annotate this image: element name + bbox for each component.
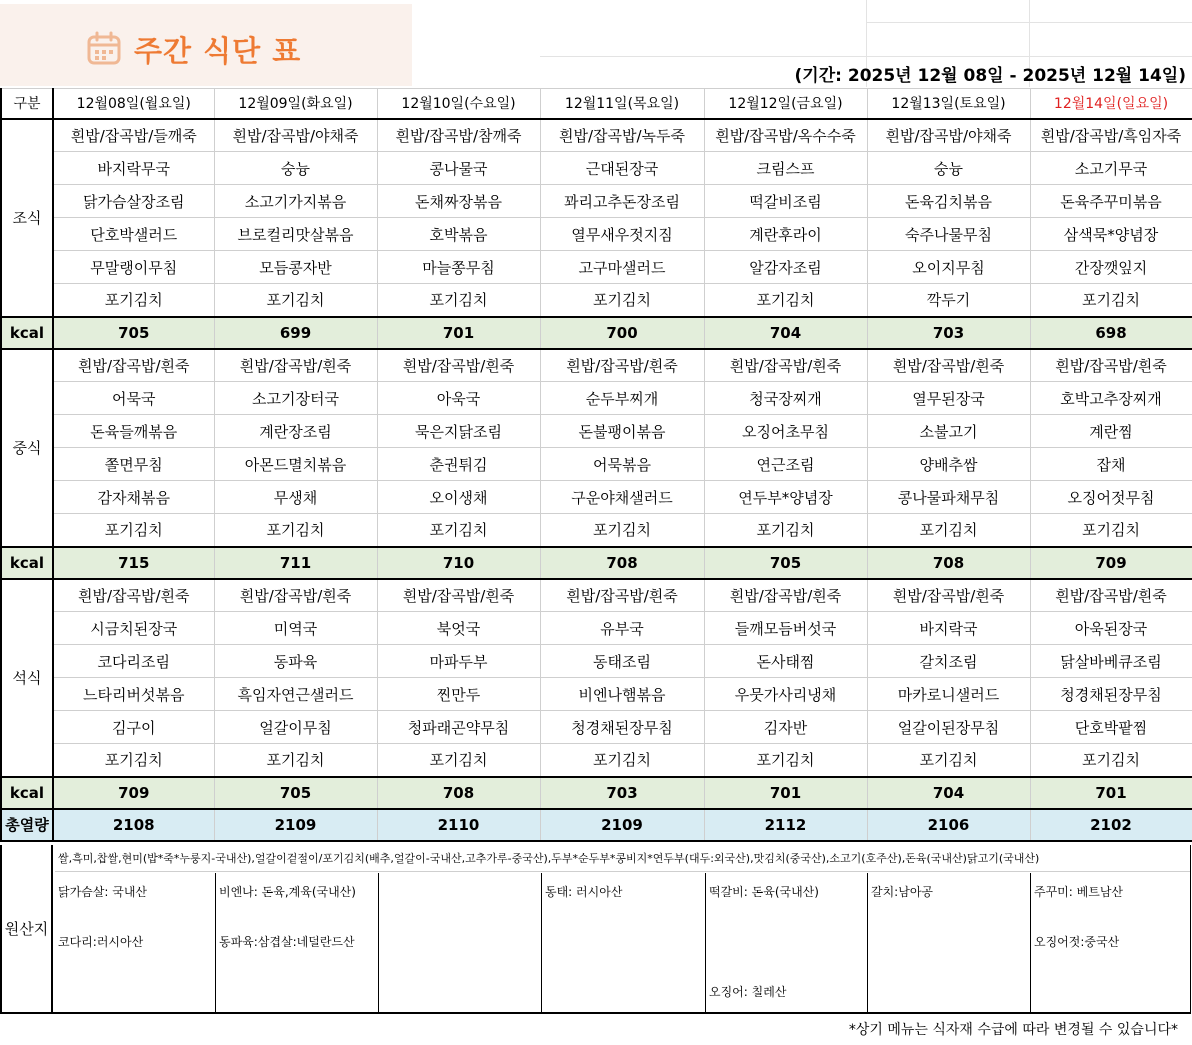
- kcal-value: 710: [377, 547, 540, 579]
- menu-cell: 포기김치: [867, 744, 1030, 777]
- menu-row: [1, 152, 1192, 185]
- menu-cell: 숙주나물무침: [867, 218, 1030, 251]
- menu-cell: 흰밥/잡곡밥/흰죽: [704, 349, 867, 382]
- menu-row: [1, 579, 1192, 612]
- origin-item: 떡갈비: 돈육(국내산): [709, 885, 819, 899]
- menu-cell: 포기김치: [377, 514, 540, 547]
- menu-cell: 얼갈이된장무침: [867, 711, 1030, 744]
- menu-cell: 꽈리고추돈장조림: [540, 185, 704, 218]
- menu-cell: 들깨모듬버섯국: [704, 612, 867, 645]
- grid-line: [540, 56, 1192, 57]
- menu-cell: 숭늉: [214, 152, 377, 185]
- menu-table: [0, 88, 1192, 842]
- menu-row: [1, 448, 1192, 481]
- menu-cell: 유부국: [540, 612, 704, 645]
- menu-cell: 계란장조림: [214, 415, 377, 448]
- menu-cell: 흰밥/잡곡밥/흰죽: [377, 349, 540, 382]
- menu-cell: 포기김치: [704, 744, 867, 777]
- menu-cell: 무말랭이무침: [53, 251, 214, 284]
- kcal-label: kcal: [1, 317, 53, 349]
- total-value: 2108: [53, 809, 214, 841]
- menu-cell: 포기김치: [540, 284, 704, 317]
- menu-cell: 아욱된장국: [1030, 612, 1192, 645]
- kcal-value: 704: [704, 317, 867, 349]
- origin-column: [216, 873, 379, 1012]
- menu-row: [1, 678, 1192, 711]
- menu-cell: 포기김치: [53, 514, 214, 547]
- menu-cell: 숭늉: [867, 152, 1030, 185]
- menu-row: [1, 349, 1192, 382]
- kcal-value: 705: [214, 777, 377, 809]
- title-banner: [0, 4, 412, 86]
- menu-cell: 흰밥/잡곡밥/흰죽: [867, 579, 1030, 612]
- menu-cell: 흰밥/잡곡밥/흰죽: [214, 579, 377, 612]
- day-header: 12월10일(수요일): [377, 89, 540, 119]
- menu-cell: 어묵볶음: [540, 448, 704, 481]
- meal-label: 조식: [1, 119, 53, 317]
- menu-row: [1, 382, 1192, 415]
- menu-cell: 근대된장국: [540, 152, 704, 185]
- menu-cell: 포기김치: [1030, 284, 1192, 317]
- menu-cell: 돈사태찜: [704, 645, 867, 678]
- menu-cell: 흰밥/잡곡밥/흰죽: [214, 349, 377, 382]
- menu-cell: 아욱국: [377, 382, 540, 415]
- kcal-value: 700: [540, 317, 704, 349]
- menu-cell: 청국장찌개: [704, 382, 867, 415]
- menu-cell: 김자반: [704, 711, 867, 744]
- kcal-label: kcal: [1, 547, 53, 579]
- menu-row: [1, 284, 1192, 317]
- origin-column: [868, 873, 1031, 1012]
- menu-cell: 무생채: [214, 481, 377, 514]
- menu-cell: 오징어젓무침: [1030, 481, 1192, 514]
- total-label: 총열량: [1, 809, 53, 841]
- kcal-value: 708: [540, 547, 704, 579]
- menu-cell: 돈육김치볶음: [867, 185, 1030, 218]
- menu-cell: 북엇국: [377, 612, 540, 645]
- menu-cell: 계란후라이: [704, 218, 867, 251]
- meal-label: 중식: [1, 349, 53, 547]
- menu-cell: 청경채된장무침: [1030, 678, 1192, 711]
- menu-cell: 흰밥/잡곡밥/녹두죽: [540, 119, 704, 152]
- menu-cell: 포기김치: [53, 744, 214, 777]
- menu-cell: 흰밥/잡곡밥/흰죽: [540, 349, 704, 382]
- day-header: 12월12일(금요일): [704, 89, 867, 119]
- menu-cell: 오이생채: [377, 481, 540, 514]
- menu-cell: 포기김치: [867, 514, 1030, 547]
- origin-label: 원산지: [2, 845, 53, 1012]
- menu-cell: 흰밥/잡곡밥/흰죽: [1030, 349, 1192, 382]
- origin-item: 갈치:남아공: [871, 885, 934, 899]
- menu-cell: 흰밥/잡곡밥/야채죽: [214, 119, 377, 152]
- menu-cell: 포기김치: [214, 284, 377, 317]
- total-row: [1, 809, 1192, 841]
- menu-row: [1, 514, 1192, 547]
- day-header: 12월09일(화요일): [214, 89, 377, 119]
- menu-cell: 쫄면무침: [53, 448, 214, 481]
- kcal-value: 701: [704, 777, 867, 809]
- origin-section: [0, 845, 1191, 1014]
- menu-cell: 오징어초무침: [704, 415, 867, 448]
- menu-cell: 계란찜: [1030, 415, 1192, 448]
- menu-cell: 포기김치: [1030, 514, 1192, 547]
- menu-row: [1, 645, 1192, 678]
- menu-cell: 마카로니샐러드: [867, 678, 1030, 711]
- menu-cell: 어묵국: [53, 382, 214, 415]
- menu-cell: 느타리버섯볶음: [53, 678, 214, 711]
- origin-item: 비엔나: 돈육,계육(국내산): [219, 885, 356, 899]
- menu-cell: 포기김치: [377, 284, 540, 317]
- menu-cell: 잡채: [1030, 448, 1192, 481]
- menu-cell: 흰밥/잡곡밥/옥수수죽: [704, 119, 867, 152]
- menu-cell: 우뭇가사리냉채: [704, 678, 867, 711]
- origin-column: [55, 873, 216, 1012]
- kcal-row: [1, 317, 1192, 349]
- kcal-value: 703: [540, 777, 704, 809]
- kcal-value: 701: [1030, 777, 1192, 809]
- menu-cell: 시금치된장국: [53, 612, 214, 645]
- menu-cell: 마파두부: [377, 645, 540, 678]
- menu-cell: 양배추쌈: [867, 448, 1030, 481]
- header-row: [1, 89, 1192, 119]
- kcal-value: 701: [377, 317, 540, 349]
- menu-cell: 갈치조림: [867, 645, 1030, 678]
- menu-row: [1, 481, 1192, 514]
- menu-cell: 바지락국: [867, 612, 1030, 645]
- menu-cell: 단호박팥찜: [1030, 711, 1192, 744]
- menu-cell: 소불고기: [867, 415, 1030, 448]
- meal-label: 석식: [1, 579, 53, 777]
- kcal-value: 703: [867, 317, 1030, 349]
- kcal-value: 698: [1030, 317, 1192, 349]
- menu-cell: 모듬콩자반: [214, 251, 377, 284]
- menu-cell: 포기김치: [704, 284, 867, 317]
- origin-common: 쌀,흑미,찹쌀,현미(밥*죽*누룽지-국내산),얼갈이겉절이/포기김치(배추,얼갈이-국내산,고추가루-중국산),두부*순두부*콩비지*연두부(대두:외국산),맛김치(중국산),소고기(호주산),돈육(국내산)닭고기(국내산): [55, 845, 1190, 872]
- kcal-value: 705: [53, 317, 214, 349]
- menu-cell: 묵은지닭조림: [377, 415, 540, 448]
- period-range: (기간: 2025년 12월 08일 - 2025년 12월 14일): [794, 66, 1186, 86]
- menu-cell: 감자채볶음: [53, 481, 214, 514]
- total-value: 2109: [214, 809, 377, 841]
- menu-cell: 청파래곤약무침: [377, 711, 540, 744]
- menu-cell: 호박고추장찌개: [1030, 382, 1192, 415]
- origin-column: [379, 873, 542, 1012]
- menu-cell: 흰밥/잡곡밥/흰죽: [704, 579, 867, 612]
- menu-cell: 순두부찌개: [540, 382, 704, 415]
- menu-cell: 김구이: [53, 711, 214, 744]
- kcal-value: 708: [867, 547, 1030, 579]
- menu-cell: 동파육: [214, 645, 377, 678]
- menu-cell: 흰밥/잡곡밥/흰죽: [377, 579, 540, 612]
- menu-row: [1, 218, 1192, 251]
- kcal-value: 699: [214, 317, 377, 349]
- kcal-value: 704: [867, 777, 1030, 809]
- menu-row: [1, 711, 1192, 744]
- menu-cell: 청경채된장무침: [540, 711, 704, 744]
- origin-item: 오징어젓:중국산: [1034, 935, 1120, 949]
- menu-cell: 소고기가지볶음: [214, 185, 377, 218]
- menu-cell: 오이지무침: [867, 251, 1030, 284]
- kcal-row: [1, 777, 1192, 809]
- menu-cell: 포기김치: [214, 514, 377, 547]
- menu-cell: 포기김치: [540, 514, 704, 547]
- menu-cell: 마늘쫑무침: [377, 251, 540, 284]
- origin-item: 주꾸미: 베트남산: [1034, 885, 1124, 899]
- kcal-value: 709: [1030, 547, 1192, 579]
- menu-cell: 떡갈비조림: [704, 185, 867, 218]
- menu-cell: 호박볶음: [377, 218, 540, 251]
- origin-column: [542, 873, 706, 1012]
- menu-cell: 닭살바베큐조림: [1030, 645, 1192, 678]
- menu-cell: 돈육주꾸미볶음: [1030, 185, 1192, 218]
- kcal-value: 715: [53, 547, 214, 579]
- menu-cell: 포기김치: [704, 514, 867, 547]
- menu-cell: 흰밥/잡곡밥/흑임자죽: [1030, 119, 1192, 152]
- total-value: 2112: [704, 809, 867, 841]
- menu-cell: 콩나물파채무침: [867, 481, 1030, 514]
- kcal-value: 705: [704, 547, 867, 579]
- menu-cell: 고구마샐러드: [540, 251, 704, 284]
- menu-cell: 흰밥/잡곡밥/흰죽: [867, 349, 1030, 382]
- menu-cell: 흑임자연근샐러드: [214, 678, 377, 711]
- notice-text: *상기 메뉴는 식자재 수급에 따라 변경될 수 있습니다*: [848, 1022, 1178, 1038]
- menu-cell: 포기김치: [377, 744, 540, 777]
- origin-item: 동파육:삼겹살:네덜란드산: [219, 935, 355, 949]
- total-value: 2102: [1030, 809, 1192, 841]
- menu-cell: 춘권튀김: [377, 448, 540, 481]
- menu-cell: 포기김치: [214, 744, 377, 777]
- menu-cell: 포기김치: [53, 284, 214, 317]
- menu-cell: 흰밥/잡곡밥/흰죽: [1030, 579, 1192, 612]
- kcal-row: [1, 547, 1192, 579]
- total-value: 2109: [540, 809, 704, 841]
- menu-cell: 브로컬리맛살볶음: [214, 218, 377, 251]
- menu-cell: 구운야채샐러드: [540, 481, 704, 514]
- menu-cell: 흰밥/잡곡밥/참깨죽: [377, 119, 540, 152]
- menu-cell: 소고기장터국: [214, 382, 377, 415]
- origin-item: 동태: 러시아산: [545, 885, 623, 899]
- menu-row: [1, 744, 1192, 777]
- page-title: 주간 식단 표: [134, 33, 302, 68]
- origin-item: 코다리:러시아산: [58, 935, 144, 949]
- day-header: 12월14일(일요일): [1030, 89, 1192, 119]
- menu-cell: 얼갈이무침: [214, 711, 377, 744]
- menu-cell: 흰밥/잡곡밥/흰죽: [53, 579, 214, 612]
- menu-cell: 흰밥/잡곡밥/흰죽: [53, 349, 214, 382]
- menu-cell: 삼색묵*양념장: [1030, 218, 1192, 251]
- menu-row: [1, 415, 1192, 448]
- origin-column: [1031, 873, 1191, 1012]
- menu-row: [1, 251, 1192, 284]
- menu-cell: 소고기무국: [1030, 152, 1192, 185]
- menu-cell: 흰밥/잡곡밥/흰죽: [540, 579, 704, 612]
- menu-cell: 열무새우젓지짐: [540, 218, 704, 251]
- menu-cell: 미역국: [214, 612, 377, 645]
- menu-cell: 동태조림: [540, 645, 704, 678]
- day-header: 12월13일(토요일): [867, 89, 1030, 119]
- menu-row: [1, 612, 1192, 645]
- kcal-label: kcal: [1, 777, 53, 809]
- menu-cell: 찐만두: [377, 678, 540, 711]
- grid-line: [866, 22, 1192, 23]
- menu-cell: 흰밥/잡곡밥/야채죽: [867, 119, 1030, 152]
- menu-cell: 연근조림: [704, 448, 867, 481]
- menu-cell: 비엔나햄볶음: [540, 678, 704, 711]
- origin-column: [706, 873, 868, 1012]
- total-value: 2110: [377, 809, 540, 841]
- menu-cell: 연두부*양념장: [704, 481, 867, 514]
- menu-cell: 돈육들깨볶음: [53, 415, 214, 448]
- menu-cell: 포기김치: [1030, 744, 1192, 777]
- menu-cell: 닭가슴살장조림: [53, 185, 214, 218]
- kcal-value: 708: [377, 777, 540, 809]
- calendar-icon: [86, 31, 122, 67]
- menu-cell: 열무된장국: [867, 382, 1030, 415]
- day-header: 12월08일(월요일): [53, 89, 214, 119]
- menu-row: [1, 119, 1192, 152]
- menu-cell: 콩나물국: [377, 152, 540, 185]
- origin-item: 닭가슴살: 국내산: [58, 885, 148, 899]
- kcal-value: 709: [53, 777, 214, 809]
- menu-row: [1, 185, 1192, 218]
- menu-cell: 바지락무국: [53, 152, 214, 185]
- menu-cell: 포기김치: [540, 744, 704, 777]
- menu-cell: 아몬드멸치볶음: [214, 448, 377, 481]
- kcal-value: 711: [214, 547, 377, 579]
- menu-cell: 돈불팽이볶음: [540, 415, 704, 448]
- menu-cell: 간장깻잎지: [1030, 251, 1192, 284]
- menu-cell: 단호박샐러드: [53, 218, 214, 251]
- menu-cell: 코다리조림: [53, 645, 214, 678]
- corner-label: 구분: [1, 89, 53, 119]
- menu-cell: 깍두기: [867, 284, 1030, 317]
- total-value: 2106: [867, 809, 1030, 841]
- origin-item: 오징어: 칠레산: [709, 985, 787, 999]
- day-header: 12월11일(목요일): [540, 89, 704, 119]
- menu-cell: 흰밥/잡곡밥/들깨죽: [53, 119, 214, 152]
- menu-cell: 돈채짜장볶음: [377, 185, 540, 218]
- menu-cell: 알감자조림: [704, 251, 867, 284]
- menu-cell: 크림스프: [704, 152, 867, 185]
